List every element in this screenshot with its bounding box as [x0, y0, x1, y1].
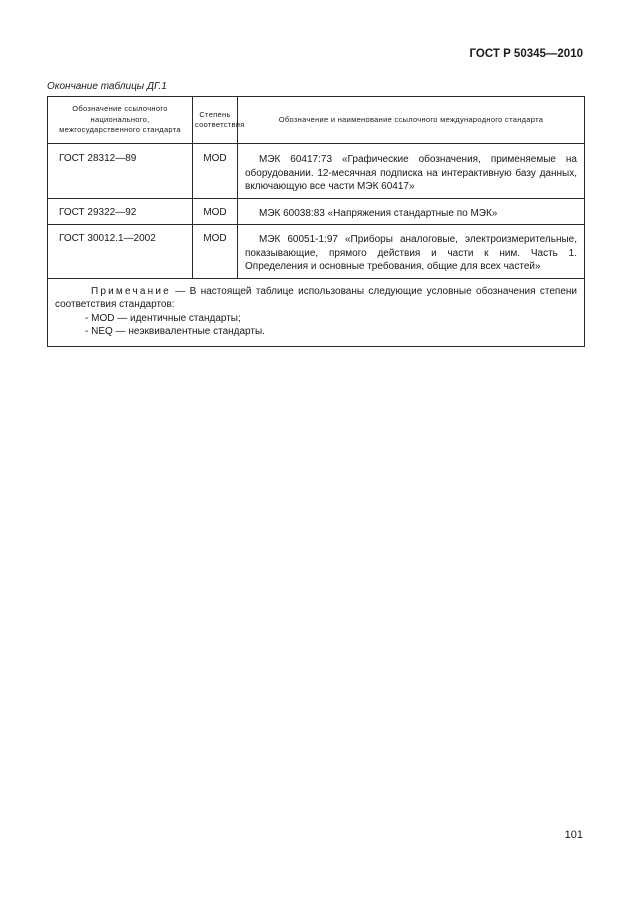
international-standard-cell: [238, 225, 585, 279]
national-standard-cell: ГОСТ 28312—89: [48, 144, 193, 199]
column-header-national: Обозначение ссылочного национального, межгосударственного стандарта: [48, 97, 193, 144]
reference-standards-table: [47, 96, 585, 347]
note-text: — В настоящей таблице использованы следующие условные обозначения степени соответствия стандартов:: [55, 285, 578, 310]
table-header-row: [48, 97, 585, 144]
table-row: [48, 225, 585, 279]
note-item-mod: - MOD — идентичные стандарты;: [85, 312, 241, 324]
international-standard-text: МЭК 60038:83 «Напряжения стандартные по МЭК»: [259, 207, 498, 219]
table-note-row: [48, 278, 585, 346]
standard-number: ГОСТ Р 50345—2010: [469, 48, 583, 60]
international-standard-text: МЭК 60417:73 «Графические обозначения, применяемые на оборудовании. 12-месячная подписка на интерактивную базу данных, включающую все части МЭК 60417»: [245, 154, 577, 192]
international-standard-text: МЭК 60051-1:97 «Приборы аналоговые, электроизмерительные, показывающие, прямого действия и части к ним. Часть 1. Определения и основные требования, общие для всех частей»: [245, 234, 577, 272]
table-row: [48, 198, 585, 225]
page-number: 101: [564, 829, 583, 841]
national-standard-cell: ГОСТ 29322—92: [48, 198, 193, 225]
degree-cell: MOD: [193, 144, 238, 199]
international-standard-cell: [238, 144, 585, 199]
degree-cell: MOD: [193, 225, 238, 279]
table-row: [48, 144, 585, 199]
note-item-neq: - NEQ — неэквивалентные стандарты.: [85, 326, 265, 337]
note-label: Примечание: [91, 285, 171, 297]
degree-cell: MOD: [193, 198, 238, 225]
table-note: [48, 278, 585, 346]
column-header-degree: Степень соответствия: [193, 97, 238, 144]
column-header-international: Обозначение и наименование ссылочного международного стандарта: [238, 97, 585, 144]
national-standard-cell: ГОСТ 30012.1—2002: [48, 225, 193, 279]
note-intro: [55, 285, 577, 312]
international-standard-cell: [238, 198, 585, 225]
table-caption: Окончание таблицы ДГ.1: [47, 81, 167, 92]
